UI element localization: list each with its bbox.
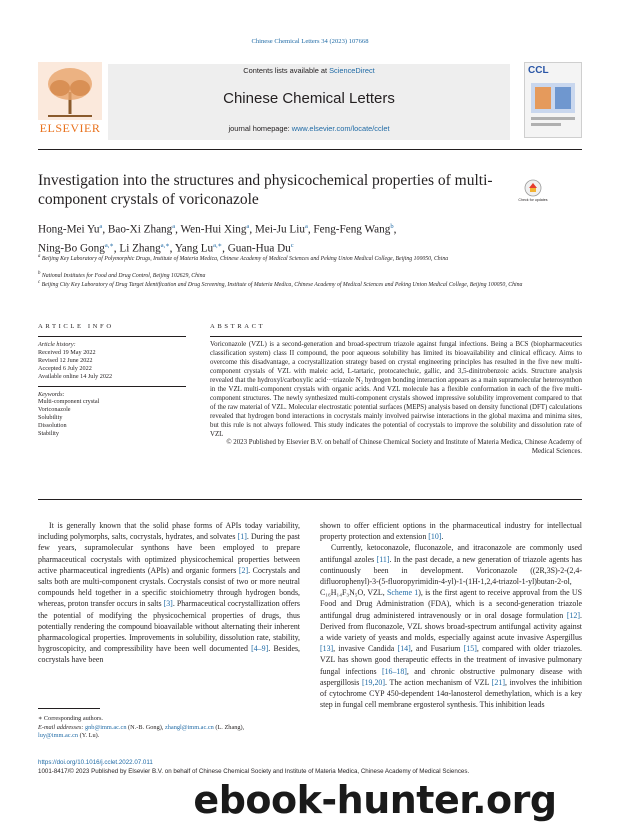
author-affiliation-mark[interactable]: a: [99, 223, 103, 230]
ref-link[interactable]: [13]: [320, 644, 334, 654]
author-name[interactable]: Yang Lu: [174, 242, 214, 255]
homepage-link[interactable]: www.elsevier.com/locate/cclet: [291, 124, 390, 133]
history-revised: Revised 12 June 2022: [38, 356, 93, 364]
article-title: Investigation into the structures and physicochemical properties of multi-component crystals of voriconazole: [38, 172, 493, 208]
ref-link[interactable]: [21]: [491, 677, 505, 687]
abstract-rule: [210, 336, 582, 337]
history-accepted: Accepted 6 July 2022: [38, 364, 92, 372]
issn-line: 1001-8417/© 2023 Published by Elsevier B.V. on behalf of Chinese Chemical Society and Institute of Materia Medica, Chinese Academy of Medical Sciences.: [38, 768, 470, 775]
keywords-rule: [38, 386, 186, 387]
history-online: Available online 14 July 2022: [38, 372, 113, 380]
ref-link[interactable]: [10]: [428, 532, 442, 542]
ref-link[interactable]: [14]: [397, 644, 411, 654]
email-addresses: E-mail addresses: gnb@imm.ac.cn (N.-B. Gong), zhangl@imm.ac.cn (L. Zhang), luy@imm.ac.cn (Y. Lu).: [38, 723, 245, 739]
publisher-name: ELSEVIER: [39, 121, 101, 135]
history-received: Received 19 May 2022: [38, 348, 96, 356]
header-rule: [38, 149, 582, 150]
footnote: [38, 715, 300, 741]
abstract-body: [210, 341, 582, 457]
scheme-link[interactable]: Scheme 1: [386, 588, 419, 598]
abstract-heading: ABSTRACT: [210, 323, 266, 330]
author-line-1: Hong-Mei Yu$^a$, Bao-Xi Zhang$^a$, Wen-Hui Xing$^a$, Mei-Ju Liu$^a$, Feng-Feng Wang$^b$,: [38, 223, 397, 236]
email-link[interactable]: luy@imm.ac.cn: [38, 732, 79, 739]
abstract-copyright: © 2023 Published by Elsevier B.V. on behalf of Chinese Chemical Society and Institute of Materia Medica, Chinese Academy of Medical Sciences.: [226, 439, 582, 456]
article-info-heading: ARTICLE INFO: [38, 323, 114, 330]
ref-link[interactable]: [2]: [238, 565, 249, 575]
ref-link[interactable]: [1]: [237, 532, 247, 542]
author-name[interactable]: Feng-Feng Wang: [313, 223, 391, 236]
keyword: Multi-component crystal: [38, 398, 100, 406]
contents-line: Contents lists available at ScienceDirect: [243, 66, 375, 75]
keyword: Voriconazole: [38, 406, 71, 414]
author-affiliation-mark[interactable]: a: [172, 223, 176, 230]
author-affiliation-mark[interactable]: b: [390, 223, 394, 230]
email-link[interactable]: gnb@imm.ac.cn: [85, 723, 127, 731]
author-name[interactable]: Ning-Bo Gong: [38, 242, 105, 255]
email-link[interactable]: zhangl@imm.ac.cn: [164, 723, 214, 731]
ref-link[interactable]: [15]: [463, 644, 477, 654]
elsevier-tree-icon: [38, 62, 102, 120]
ref-link[interactable]: [11]: [376, 554, 390, 564]
journal-cover[interactable]: [524, 62, 582, 138]
body-column-right: [320, 520, 582, 710]
affiliation-c: $^c$ Beijing City Key Laboratory of Drug Target Identification and Drug Screening, Institute of Materia Medica, Chinese Academy of Medical Sciences and Peking Union Medical College, Beijing 100050, China: [38, 280, 523, 288]
body-paragraph: shown to offer efficient options in the pharmaceutical industry for intellectual property protection and extension [10].: [320, 521, 582, 542]
journal-citation[interactable]: Chinese Chemical Letters 34 (2023) 107668: [251, 38, 369, 45]
author-affiliation-mark[interactable]: a,∗: [160, 241, 170, 249]
sciencedirect-link[interactable]: ScienceDirect: [329, 66, 375, 75]
author-list: [38, 219, 508, 256]
ref-link[interactable]: [16–18]: [381, 666, 407, 676]
affiliation-a: $^a$ Beijing Key Laboratory of Polymorphic Drugs, Institute of Materia Medica, Chinese Academy of Medical Sciences and Peking Union Medical College, Beijing 100050, China: [38, 254, 449, 262]
history-label: Article history:: [38, 341, 76, 348]
doi-link[interactable]: https://doi.org/10.1016/j.cclet.2022.07.011: [38, 759, 153, 766]
keyword: Stability: [38, 430, 59, 438]
author-affiliation-mark[interactable]: a,∗: [213, 241, 223, 249]
keyword: Dissolution: [38, 422, 67, 430]
body-paragraph: Currently, ketoconazole, fluconazole, and itraconazole are commonly used antifungal azoles [11]. In the past decade, a new generation of triazole agents has continuously been in development. Voriconazole ((2R,3S)-2-(2,4-difluorophenyl)-3-(5-fluoropyrimidin-4-yl)-1-(1H-1,2,4-triazol-1-yl)butan-2-ol, C₁₆H₁₄F₃N₅O, VZL, Scheme 1), is the first agent to receive approval from the US Food and Drug Administration (FDA), which is a second-generation triazole antifungal drug administered intravenously or in oral dosage formulation [12]. Derived from fluconazole, VZL shows broad-spectrum antifungal activity against a wide variety of yeasts and molds, especially against acute invasive Aspergillus [13], invasive Candida [14], and Fusarium [15], compared with older triazoles. VZL has shown good therapeutic effects in the treatment of invasive pulmonary fungal infections [16–18], and chronic obstructive pulmonary disease with aspergillosis [19,20]. The action mechanism of VZL [21], involves the inhibition of cytochrome CYP 450-dependent 14α-lanosterol demethylation, which is a key step in fungal cell membrane ergosterol synthesis. This inhibition leads: [320, 543, 583, 710]
check-for-updates-button[interactable]: [518, 178, 548, 206]
author-affiliation-mark[interactable]: a,∗: [104, 241, 114, 249]
journal-homepage: journal homepage: www.elsevier.com/locate/cclet: [228, 124, 390, 133]
author-name[interactable]: Mei-Ju Liu: [254, 223, 305, 236]
ref-link[interactable]: [3]: [163, 599, 173, 609]
author-name[interactable]: Guan-Hua Du: [227, 242, 291, 255]
check-updates-label: Check for updates: [518, 198, 548, 202]
abstract-text: Voriconazole (VZL) is a second-generation and broad-spectrum triazole against fungal infections. Being a BCS (biopharmaceutics classification system) class II compound, the poor aqueous solubility has limited its bioavailability and clinical efficacy. Aims to overcome this disadvantage, a cocrystallization strategy based on crystal engineering principles has resulted in the five new multi-component crystals of VZL with maleic acid, L-tartaric, protocatechuic, gallic, and 3,5-dinitrobenzoic acids. Structure analysis revealed that the hydroxyl/carboxylic acid···triazole N₂ hydrogen bonding interaction appears as a main supramolecular heterosynthon in the VZL multi-component crystals with organic acids. And VZL molecule has a flexible conformation in each of the five multi-component structures. The newly synthesized multi-component crystals showed impressive solubility improvement compared to that of the raw material of VZL. Molecular electrostatic potential surfaces (MEPS) analysis based on density functional (DFT) calculations revealed that hydrogen bond interactions in cocrystals mainly involved pairwise interactions in the global maxima and minima sites, but this rule is not always followed. This study indicates the potential of cocrystals to improve the solubility and dissolution rate of VZL: [210, 341, 582, 438]
watermark-text: ebook-hunter.org: [193, 778, 557, 822]
body-paragraph: It is generally known that the solid phase forms of APIs today variability, including polymorphs, salts, cocrystals, hydrates, and solvates [1]. During the past few years, supramolecular synthons have been employed to prepare pharmaceutical cocrystals with optimized physicochemical properties between active pharmaceutical ingredients (APIs) and organic formers [2]. Cocrystals and salts both are multi-component crystals. Cocrystals consist of two or more neutral compounds held together in a specific stoichiometry through hydrogen bonds, whereas, proton transfer occurs in salts [3]. Pharmaceutical cocrystallization offers the potential of modifying the physicochemical properties of drugs, thus potentially rendering the compound bioavailable without alternating their inherent pharmacological properties. Improvements in solubility, dissolution rate, stability, hygroscopicity, and compressibility have been well documented [4–9]. Besides, cocrystals have been: [38, 521, 301, 665]
corresponding-note: ∗ Corresponding authors.: [38, 715, 103, 722]
author-name[interactable]: Hong-Mei Yu: [38, 223, 100, 236]
journal-title: Chinese Chemical Letters: [223, 90, 395, 107]
info-rule: [38, 336, 186, 337]
keyword: Solubility: [38, 414, 63, 422]
elsevier-logo[interactable]: [38, 62, 102, 136]
article-info: [38, 341, 186, 438]
ref-link[interactable]: [12]: [566, 610, 581, 620]
cover-label: CCL: [528, 65, 549, 76]
author-affiliation-mark[interactable]: c: [290, 241, 294, 249]
ref-link[interactable]: [4–9]: [251, 644, 269, 654]
body-column-left: [38, 520, 300, 666]
author-name[interactable]: Li Zhang: [119, 242, 161, 255]
footnote-rule: [38, 708, 100, 709]
author-affiliation-mark[interactable]: a: [246, 223, 250, 230]
keywords-label: Keywords:: [38, 390, 65, 398]
author-line-2: Ning-Bo Gong$^{a,∗}$, Li Zhang$^{a,∗}$, Yang $Lu^{a,∗}$, Guan-Hua Du$^c$: [38, 241, 294, 255]
author-name[interactable]: Wen-Hui Xing: [180, 223, 247, 236]
affiliation-b: $^b$ National Institutes for Food and Drug Control, Beijing 102629, China: [38, 271, 206, 279]
author-name[interactable]: Bao-Xi Zhang: [107, 223, 173, 236]
ref-link[interactable]: [19,20]: [361, 677, 385, 687]
author-affiliation-mark[interactable]: a: [304, 223, 308, 230]
abstract-bottom-rule: [38, 499, 582, 500]
